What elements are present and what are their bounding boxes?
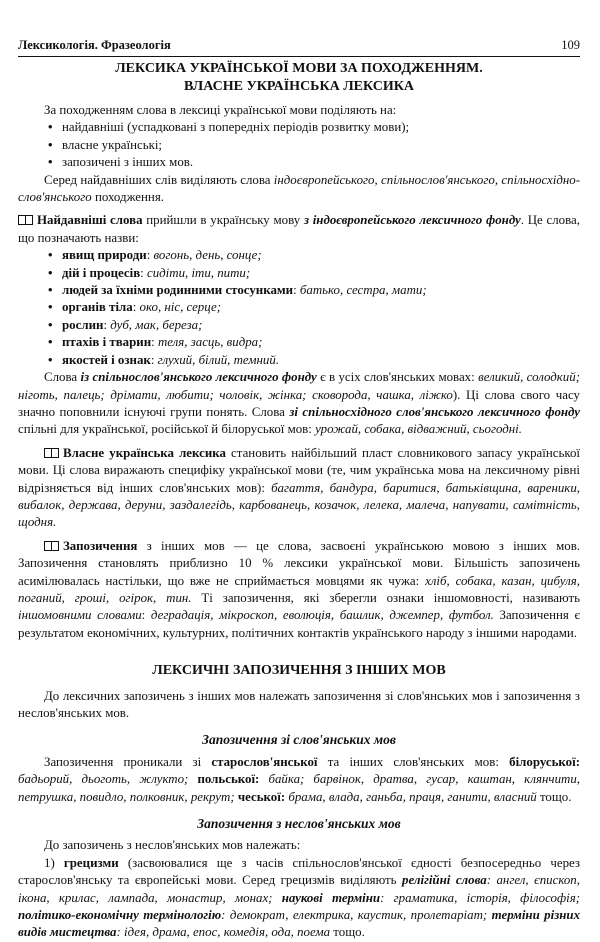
- header-section-title: Лексикологія. Фразеологія: [18, 38, 171, 52]
- slavic-borrowings-paragraph: [18, 754, 580, 806]
- chapter-title-line-2: ВЛАСНЕ УКРАЇНСЬКА ЛЕКСИКА: [183, 79, 415, 94]
- text-span: . Це слова, що позначають назви:: [18, 213, 580, 245]
- text-span: прийшли в українську мову: [142, 213, 304, 228]
- category-list: [18, 247, 580, 369]
- examples: багаття, бандура, баритися, батьківщина, вареники, вибалок, держава, деруни, заздалегідь, карбованець, козачок, лелека, малеча, напувати, самітність, щодня.: [18, 480, 580, 530]
- text-span: (засвоювалися ще з часів спільнослов'янської єдності безпосередньо через старослов'янську та європейські мови. Серед грецизмів виділяють: [18, 855, 580, 888]
- borrowings-paragraph: [18, 538, 580, 642]
- examples: деградація, мікроскоп, еволюція, башлик, джемпер, футбол.: [150, 608, 494, 623]
- origin-list: [18, 119, 580, 171]
- term-bold: чеської:: [237, 789, 286, 804]
- subsection-title: Запозичення з неслов'янських мов: [197, 816, 401, 832]
- list-item: • найдавніші (успадковані з попередніх періодів розвитку мови);: [18, 119, 580, 136]
- examples: брама, влада, ганьба, праця, ганити, власний: [285, 789, 537, 804]
- list-item: • власне українські;: [18, 137, 580, 154]
- examples: бадьорий, дьоготь, жлукто;: [18, 772, 198, 787]
- term-bold-italic: терміни різних видів мистецтва: [18, 908, 581, 940]
- category-examples: сидіти, іти, пити;: [146, 265, 251, 280]
- category-term: органів тіла: [62, 300, 133, 315]
- text-span: тощо.: [536, 789, 572, 804]
- examples: урожай, собака, відважний, сьогодні.: [315, 422, 522, 437]
- term-bold: польської:: [197, 772, 260, 787]
- term-bold: старослов'янської: [211, 754, 318, 769]
- list-item: • органів тіла: око, ніс, серце;: [18, 299, 580, 316]
- subsection-title: Запозичення зі слов'янських мов: [202, 732, 396, 748]
- examples: байка; барвінок, дратва, гусар, каштан, клянчити, петрушка, повидло, полковник, рекрут;: [18, 772, 581, 804]
- text-span: Запозичення є результатом економічних, культурних, політичних контактів українського народу з іншими народами.: [18, 608, 580, 640]
- own-lexicon-paragraph: [18, 445, 580, 532]
- list-item: • явищ природи: вогонь, день, сонце;: [18, 247, 580, 264]
- text-span: 1): [44, 855, 64, 870]
- list-item: • дій і процесів: сидіти, іти, пити;: [18, 265, 580, 282]
- examples: : ангел, єпископ, ікона, крилас, лампада, монастир, монах;: [18, 873, 580, 905]
- examples: : граматика, історія, філософія;: [380, 890, 580, 905]
- category-term: птахів і тварин: [62, 335, 152, 350]
- text-span: Запозичення проникали зі: [44, 754, 212, 769]
- term-bold: грецизми: [63, 855, 119, 870]
- term-bold-italic: релігійні слова: [402, 873, 487, 888]
- term-italic: іншомовними словами: [18, 608, 142, 623]
- term-bold-italic: наукові терміни: [281, 890, 381, 905]
- term-bold: білоруської:: [509, 754, 580, 769]
- text-span: індоєвропейського, спільнослов'янського, спільносхіднослов'янського: [18, 172, 580, 205]
- text-span: Ті запозичення, які зберегли ознаки іншомовності, називають: [191, 590, 580, 605]
- text-span: становить найбільший пласт словникового запасу української мови. Ці слова виражають специфіку української мови (те, чим українська мова на лексичному рівні відрізняється від інших слов'янських мов):: [18, 445, 580, 495]
- grecisms-paragraph: [18, 855, 580, 942]
- chapter-title-line-1: ЛЕКСИКА УКРАЇНСЬКОЇ МОВИ ЗА ПОХОДЖЕННЯМ.: [115, 61, 483, 76]
- text-span: Серед найдавніших слів виділяють слова: [44, 172, 274, 187]
- page-number: 109: [561, 38, 580, 52]
- book-icon: [18, 215, 33, 225]
- term-bold-italic: із спільнослов'янського лексичного фонду: [80, 370, 317, 385]
- text-span: тощо.: [330, 925, 365, 940]
- examples: великий, солодкий; ніготь, палець; дрімати, любити; чоловік, жінка; сковорода, чашка, ліжко: [18, 370, 580, 402]
- category-examples: теля, засць, видра;: [157, 335, 263, 350]
- book-icon: [44, 541, 59, 551]
- list-item: • людей за їхніми родинними стосунками: батько, сестра, мати;: [18, 282, 580, 299]
- text-span: Слова: [44, 370, 81, 385]
- examples: хліб, собака, казан, цибуля, поганий, гроші, огірок, тин.: [18, 573, 580, 605]
- list-item: • запозичені з інших мов.: [18, 154, 580, 171]
- category-examples: око, ніс, серце;: [139, 300, 222, 315]
- chapter-title: [18, 60, 580, 96]
- text-span: :: [141, 608, 151, 623]
- examples: : ідея, драма, епос, комедія, ода, поема: [116, 925, 331, 940]
- category-term: рослин: [62, 317, 104, 332]
- running-header: [18, 36, 580, 57]
- category-examples: дуб, мак, береза;: [110, 317, 203, 332]
- examples: : демократ, електрика, каустик, пролетаріат;: [221, 908, 492, 923]
- category-examples: батько, сестра, мати;: [299, 283, 427, 298]
- term-bold-italic: політико-економічну термінологію: [18, 908, 222, 923]
- category-examples: глухий, білий, темний.: [157, 352, 280, 367]
- text-span: походження.: [91, 190, 164, 205]
- page-content: [18, 58, 580, 942]
- term-bold: Найдавніші слова: [37, 213, 143, 228]
- list-item: • рослин: дуб, мак, береза;: [18, 317, 580, 334]
- slavic-fund-paragraph: [18, 369, 580, 439]
- category-term: явищ природи: [62, 248, 147, 263]
- category-term: людей за їхніми родинними стосунками: [62, 283, 294, 298]
- list-item: • птахів і тварин: теля, засць, видра;: [18, 334, 580, 351]
- term-bold: Власне українська лексика: [63, 445, 226, 460]
- term-bold: Запозичення: [63, 538, 138, 553]
- list-item: • якостей і ознак: глухий, білий, темний.: [18, 352, 580, 369]
- text-span: є в усіх слов'янських мовах:: [316, 370, 479, 385]
- text-span: спільні для української, російської й білоруської мов:: [18, 422, 316, 437]
- term-bold-italic: з індоєвропейського лексичного фонду: [303, 213, 521, 228]
- non-slavic-intro: До запозичень з неслов'янських мов належать:: [44, 838, 301, 853]
- section-title: ЛЕКСИЧНІ ЗАПОЗИЧЕННЯ З ІНШИХ МОВ: [152, 663, 446, 679]
- text-span: з інших мов — це слова, засвоєні українською мовою з інших мов. Запозичення становлять приблизно 10 % лексики української мови. Більшість запозичень асимілювалась настільки, що вже не сприймається мовцями як чужа:: [18, 538, 580, 588]
- oldest-words-paragraph: [18, 212, 580, 247]
- category-examples: вогонь, день, сонце;: [153, 248, 262, 263]
- category-term: якостей і ознак: [62, 352, 151, 367]
- text-span: ). Ці слова свого часу значно поповнили існуючі групи понять. Слова: [18, 387, 580, 419]
- book-icon: [44, 448, 59, 458]
- section-intro: До лексичних запозичень з інших мов належать запозичення зі слов'янських мов і запозичення з неслов'янських мов.: [18, 688, 580, 720]
- category-term: дій і процесів: [62, 265, 141, 280]
- term-bold-italic: зі спільносхідного слов'янського лексичного фонду: [289, 404, 581, 419]
- text-span: та інших слов'янських мов:: [317, 754, 510, 769]
- ancient-words-paragraph: [18, 172, 580, 207]
- intro-paragraph: За походженням слова в лексиці української мови поділяють на:: [44, 103, 397, 117]
